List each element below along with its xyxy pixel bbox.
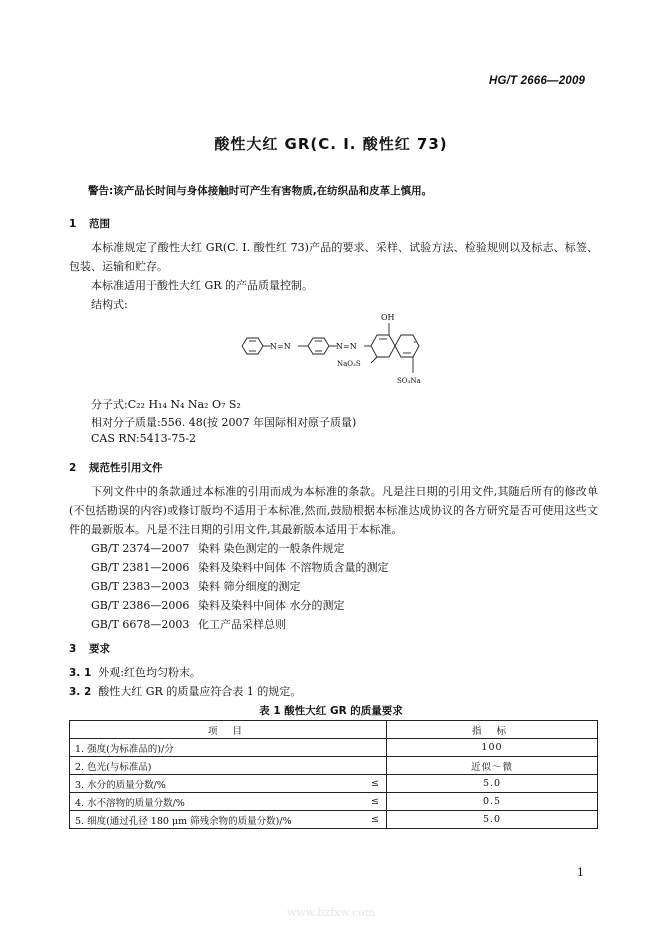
naphthalene-ring-b (395, 335, 419, 357)
table-row (70, 811, 598, 829)
structure-label: 结构式: (91, 298, 128, 311)
item-name: 1. 强度(为标准品的)/分 (70, 739, 365, 757)
section-title: 规范性引用文件 (89, 462, 163, 474)
azo-eq2: =N (343, 342, 357, 351)
azo-n1: N (270, 342, 277, 351)
warning-notice: 警告:该产品长时间与身体接触时可产生有害物质,在纺织品和皮革上慎用。 (88, 185, 433, 197)
section-title: 范围 (89, 218, 110, 230)
reference-standard: GB/T 2386—2006 (91, 599, 190, 612)
page-number: 1 (577, 866, 584, 879)
table-row (70, 793, 598, 811)
azo-n2: N (336, 342, 343, 351)
item-value: 近似～微 (387, 757, 598, 775)
item-name: 2. 色光(与标准品) (70, 757, 365, 775)
table-caption: 表 1 酸性大红 GR 的质量要求 (259, 705, 403, 717)
table-row (70, 739, 598, 757)
item-name: 4. 水不溶物的质量分数/% (70, 793, 365, 811)
section-1-heading (69, 216, 110, 231)
comparison-symbol (364, 757, 387, 775)
section-title: 要求 (89, 643, 110, 655)
column-header-index: 指 标 (387, 721, 598, 739)
section-2-heading (69, 460, 163, 475)
reference-title: 化工产品采样总则 (198, 618, 286, 631)
structural-formula (237, 311, 437, 389)
reference-item (91, 616, 286, 632)
comparison-symbol (364, 739, 387, 757)
reference-standard: GB/T 2383—2003 (91, 580, 190, 593)
normative-references-paragraph: 下列文件中的条款通过本标准的引用而成为本标准的条款。凡是注日期的引用文件,其随后所有的修改单(不包括勘误的内容)或修订版均不适用于本标准,然而,鼓励根据本标准达成协议的各方研究是否可使用这些文件的最新版本。凡是不注日期的引用文件,其最新版本适用于本标准。 (69, 485, 598, 536)
section-number: 3 (69, 643, 77, 655)
comparison-symbol: ≤ (364, 793, 387, 811)
phenylene-ring (308, 338, 329, 354)
document-title: 酸性大红 GR(C. I. 酸性红 73) (214, 135, 448, 153)
naphthalene-ring-a (371, 335, 395, 357)
section-number: 1 (69, 218, 77, 230)
item-value: 5.0 (387, 775, 598, 793)
reference-item (91, 578, 301, 594)
reference-standard: GB/T 2381—2006 (91, 561, 190, 574)
item-name: 3. 水分的质量分数/% (70, 775, 365, 793)
phenyl-ring (242, 338, 263, 354)
table-header-row (70, 721, 598, 739)
molecular-formula: 分子式:C₂₂ H₁₄ N₄ Na₂ O₇ S₂ (91, 398, 241, 411)
clause-number: 3. 2 (69, 686, 92, 698)
watermark: www.bzfxw.com (286, 906, 376, 919)
section-number: 2 (69, 462, 77, 474)
reference-title: 染料 筛分细度的测定 (198, 580, 301, 593)
clause-number: 3. 1 (69, 667, 92, 679)
hydroxy-group: OH (381, 313, 395, 322)
comparison-symbol: ≤ (364, 775, 387, 793)
clause-3-1 (69, 664, 201, 680)
sulfonate-group-1: NaO₃S (337, 360, 361, 368)
reference-title: 染料及染料中间体 不溶物质含量的测定 (198, 561, 389, 574)
cas-number: CAS RN:5413-75-2 (91, 432, 197, 445)
sulfonate-group-2: SO₃Na (397, 377, 421, 385)
item-value: 0.5 (387, 793, 598, 811)
scope-paragraph: 本标准规定了酸性大红 GR(C. I. 酸性红 73)产品的要求、采样、试验方法、检验规则以及标志、标签、包装、运输和贮存。 (69, 241, 598, 273)
table-row (70, 775, 598, 793)
item-value: 100 (387, 739, 598, 757)
reference-item (91, 540, 345, 556)
scope-applicability: 本标准适用于酸性大红 GR 的产品质量控制。 (91, 279, 314, 292)
item-value: 5.0 (387, 811, 598, 829)
clause-3-2 (69, 683, 301, 699)
quality-requirements-table (69, 720, 598, 829)
standard-code: HG/T 2666—2009 (489, 75, 586, 87)
reference-item (91, 559, 389, 575)
clause-text: 酸性大红 GR 的质量应符合表 1 的规定。 (98, 685, 302, 698)
reference-title: 染料及染料中间体 水分的测定 (198, 599, 345, 612)
molecular-weight: 相对分子质量:556. 48(按 2007 年国际相对原子质量) (91, 416, 357, 429)
column-header-item: 项 目 (70, 721, 387, 739)
reference-item (91, 597, 345, 613)
reference-standard: GB/T 2374—2007 (91, 542, 190, 555)
clause-text: 外观:红色均匀粉末。 (98, 666, 201, 679)
item-name: 5. 细度(通过孔径 180 μm 筛残余物的质量分数)/% (70, 811, 365, 829)
table-row (70, 757, 598, 775)
reference-standard: GB/T 6678—2003 (91, 618, 190, 631)
comparison-symbol: ≤ (364, 811, 387, 829)
section-3-heading (69, 641, 110, 656)
azo-eq1: =N (277, 342, 291, 351)
reference-title: 染料 染色测定的一般条件规定 (198, 542, 345, 555)
